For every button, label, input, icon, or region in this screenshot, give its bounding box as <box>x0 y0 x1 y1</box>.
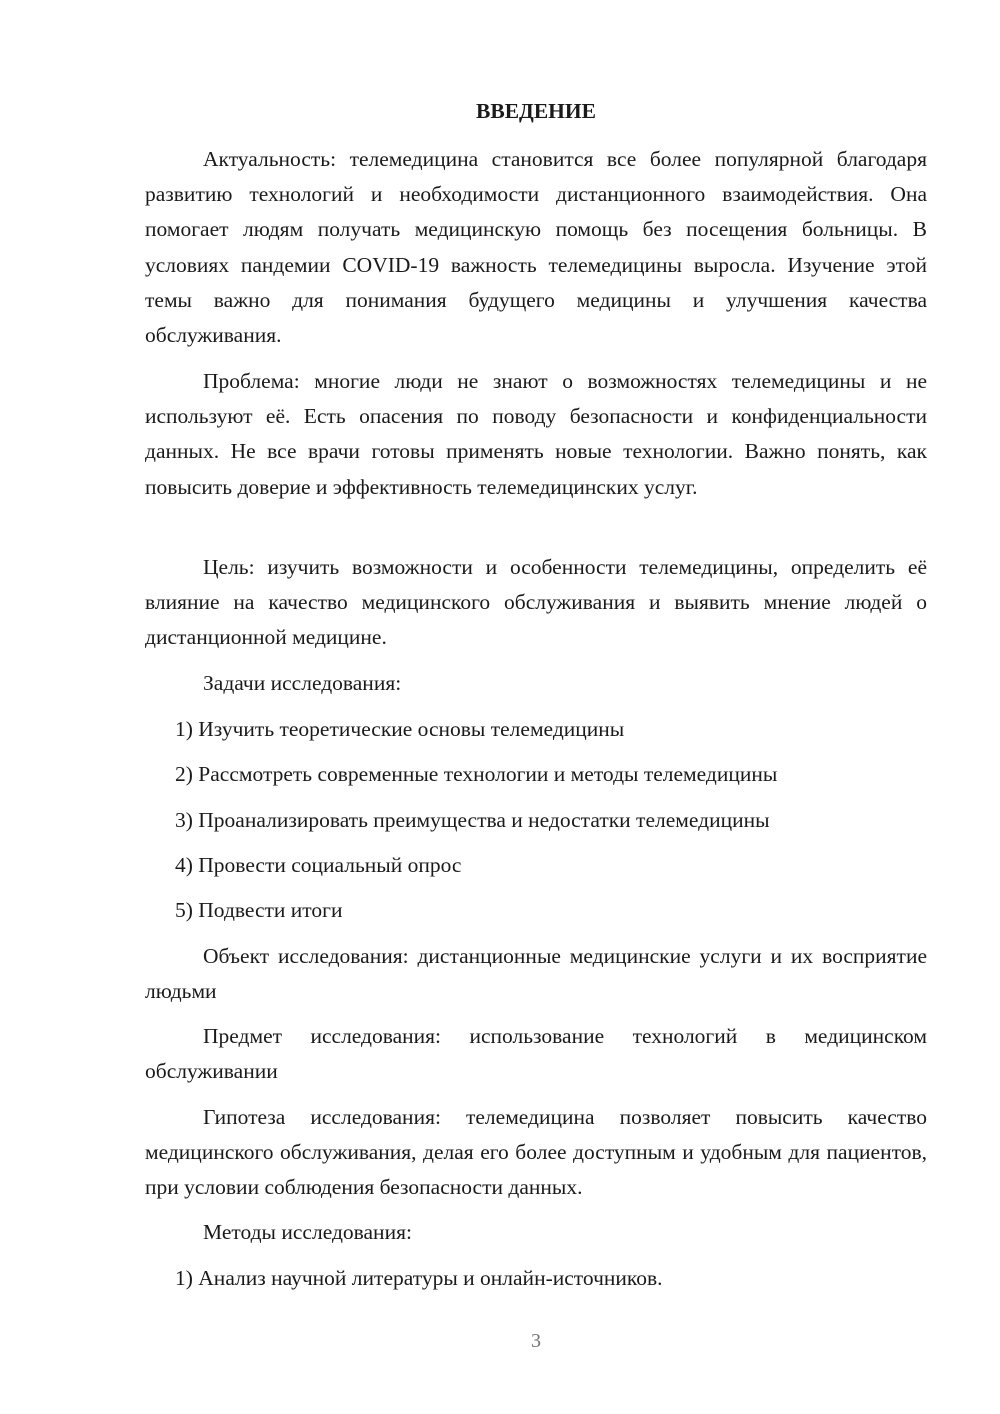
relevance-paragraph: Актуальность: телемедицина становится все более популярной благодаря развитию технологий и необходимости дистанционного взаимодействия. Она помогает людям получать медицинскую помощь без посещения больницы. В условиях пандемии COVID-19 важность телемедицины выросла. Изучение этой темы важно для понимания будущего медицины и улучшения качества обслуживания. <box>145 147 927 348</box>
method-item-1: 1) Анализ научной литературы и онлайн-источников. <box>175 1266 663 1290</box>
hypothesis-paragraph: Гипотеза исследования: телемедицина позволяет повысить качество медицинского обслуживания, делая его более доступным и удобным для пациентов, при условии соблюдения безопасности данных. <box>145 1105 927 1200</box>
section-title: ВВЕДЕНИЕ <box>476 99 596 123</box>
tasks-heading: Задачи исследования: <box>203 671 402 695</box>
task-item-4: 4) Провести социальный опрос <box>175 853 462 877</box>
object-paragraph: Объект исследования: дистанционные медицинские услуги и их восприятие людьми <box>145 944 927 1004</box>
goal-paragraph: Цель: изучить возможности и особенности телемедицины, определить её влияние на качество медицинского обслуживания и выявить мнение людей о дистанционной медицине. <box>145 555 927 650</box>
problem-paragraph: Проблема: многие люди не знают о возможностях телемедицины и не используют её. Есть опасения по поводу безопасности и конфиденциальности данных. Не все врачи готовы применять новые технологии. Важно понять, как повысить доверие и эффективность телемедицинских услуг. <box>145 369 927 499</box>
page-number: 3 <box>531 1330 541 1352</box>
methods-heading: Методы исследования: <box>203 1220 412 1244</box>
task-item-3: 3) Проанализировать преимущества и недостатки телемедицины <box>175 808 770 832</box>
subject-paragraph: Предмет исследования: использование технологий в медицинском обслуживании <box>145 1024 927 1084</box>
task-item-2: 2) Рассмотреть современные технологии и методы телемедицины <box>175 762 778 786</box>
task-item-1: 1) Изучить теоретические основы телемедицины <box>175 717 625 741</box>
task-item-5: 5) Подвести итоги <box>175 898 343 922</box>
